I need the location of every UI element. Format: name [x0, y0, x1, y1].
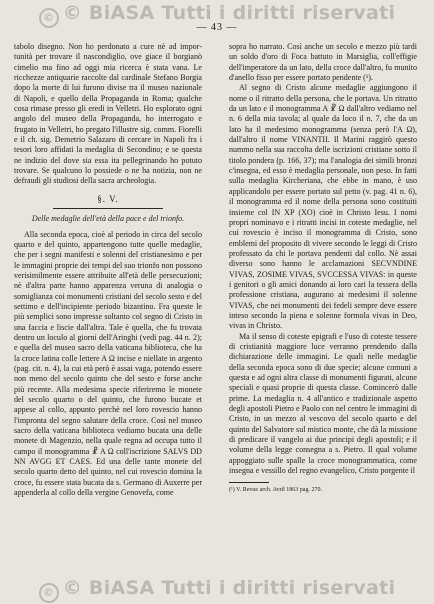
right-paragraph-3: Ma il senso di coteste epigrafi e l'uso di coteste tessere di cristianità maggiore luce verranno prendendo dalla dichiarazione delle immagini. Le quali nelle medaglie della seconda epoca sono di due specie; alcune comuni a questa e ad ogni altra classe di monumenti figurati, alcune speciali e quasi proprie di questa classe. Comincerò dalle prime. La medaglia n. 4 all'antico e tradizionale aspetto degli apostoli Pietro e Paolo con nel centro le immagini di Cristo, in un mezzo al vescovo del secolo quarto e del quinto del Salvatore sul mistico monte, che dà la missione di predicare il vangelo ai due principi degli apostoli; e il volume della legge consegna a s. Pietro. Il qual volume appoggiato sulle spalle la croce monogrammatica, come insegna e vessillo del regno evangelico, Cristo porgente il — [229, 331, 417, 476]
watermark-bottom — [0, 577, 434, 603]
footnote: (¹) V. Revue arch. Avril 1863 pag. 270. — [229, 487, 322, 494]
left-paragraph-2: Alla seconda epoca, cioè al periodo in circa del secolo quarto e del quinto, appartengono tutte quelle medaglie, che per i segni manifesti e solenni del cristianesimo e per le immagini proprie dei tempi del suo trionfo non possono verisimilmente essere attribuite all'età delle persecuzioni; nè d'altra parte hanno apparenza veruna di analogia o somiglianza coi monumenti cristiani del secolo sesto e del settimo e dell'incipiente periodo bizantino. Fra queste le più semplici sono impresse soltanto col segno di Cristo in una faccia e liscie dall'altra. Tale è quella, che fu trovata dentro un loculo al giorni dell'Aringhi (vedi pag. 44 n. 2); e quella del museo sacro della vaticana biblioteca, che ha la croce latina colle lettere A Ω incise e niellate in argento (pag. cit. n. 4), la cui età però è assai vaga, potendo essere non meno del secolo quinto che del sesto e forse anche più recente. Alla medesima specie riferiremo le monete del secolo quarto o del quinto, che furono bucate et appese al collo, appunto perchè nel loro rovescio hanno l'impronta del segno salutare della croce. Così nel museo sacro della vaticana biblioteca vediamo bucata una delle monete di Magenzio, nella quale regna ad occupa tutto il campo il monogramma ☧ A Ω coll'iscrizione SALVS DD NN AVGG ET CAES. Ed una delle tante monete del secolo quarto detto del quinto, nel cui rovescio domina la croce, fu essere stata bucata da s. Germano di Auxerre per appenderla al collo della vergine Genovefa, come — [14, 229, 202, 498]
left-paragraph-1: tabolo disegno. Non ho perdonato a cure nè ad importunità per trovare il nascondiglio, ove giace il borgianò cimelio ma fino ad oggi mia ricerca è stata vana. Le ricchezze antiquarie raccolte dal cardinale Stefano Borgia dopo la morte di lui furono divise tra il museo nazionale di Napoli, e quello della Propaganda in Roma; qualche cosa rimase presso gli eredi in Velletri. Ho esplorato ogni angolo del museo della Propaganda, ho interrogato e frugato in Velletri, ho pregato l'illustre sig. comm. Fiorelli e il ch. sig. Demetrio Salazaro di cercare in Napoli fra i tesori loro affidati la medaglia di Secondino; e se questa ne indizio del dove sia essa ita pellegrinando ho potuto trovare. Se qualcuno lo possiede o ne ha notizia, non ne defraudi gli studiosi della sacra archeologia. — [14, 42, 202, 186]
copyright-icon: © — [39, 583, 59, 603]
section-rule — [53, 208, 163, 209]
watermark-bottom-text: © BiASA Tutti i diritti riservati — [62, 577, 396, 599]
right-paragraph-1: sopra ho narrato. Così anche un secolo e mezzo più tardi un soldo d'oro di Foca battuto in Marsiglia, coll'effigie dell'imperatore da un lato, della croce dall'altro, fu munito d'anello fisso per essere portato pendente (¹). — [229, 42, 417, 83]
footnote-rule — [229, 482, 269, 483]
copyright-icon: © — [39, 8, 59, 28]
right-column — [229, 42, 417, 494]
left-column — [14, 42, 202, 498]
watermark-top-text: © BiASA Tutti i diritti riservati — [62, 2, 396, 24]
page-number: — 43 — — [196, 22, 238, 33]
section-heading: §. V. — [97, 193, 119, 204]
section-subtitle: Delle medaglie dell'età della pace e del trionfo. — [31, 214, 185, 224]
right-paragraph-2: Al segno di Cristo alcune medaglie aggiungono il nome o il ritratto della persona, che le portava. Un ritratto da un lato e il monogramma A ☧ Ω dall'altro vediamo nel n. 6 della mia tavola; al quale da loco il n. 7, che da un lato ha il medesimo monogramma (senza però l'A Ω), dall'altro il nome VINANTII. Il Marini raggirò questo nummo nella sua raccolta delle iscrizioni cristiane sotto il titolo pondera (p. 166, 37); ma l'analogia dei simili bronzi c'insegna, ed esso è medaglia personale, non peso. In fatti sulla medaglia Kircheriana, che ebbe in mano, è uso applicandolo per essere portato sul petto (v. pag. 41 n. 6), il monogramma ed il nome della persona sono costituiti insieme col IN ΧΡ (XO) cioè in Christo Iesu. I nomi propri nominavo e i ritratti incisi in coteste medaglie, nel cui rovescio è inciso il monogramma di Cristo, sono emblemi del proposito di vivere secondo le leggi di Cristo professato da chi le portava pendenti dal collo. Nè assai diverso sono hanno le acclamazioni SECVNDINE VIVAS, ZOSIME VIVAS, SVCCESSA VIVAS: in queste i genitori o gli amici donando ai loro cari la tessera della professione cristiana, augurano ai medesimi il solenne VIVAS, che nei monumenti dei fedeli sempre deve essere inteso secondo la piena e solenne formola vivas in Deo, vivas in Christo. — [229, 83, 417, 331]
